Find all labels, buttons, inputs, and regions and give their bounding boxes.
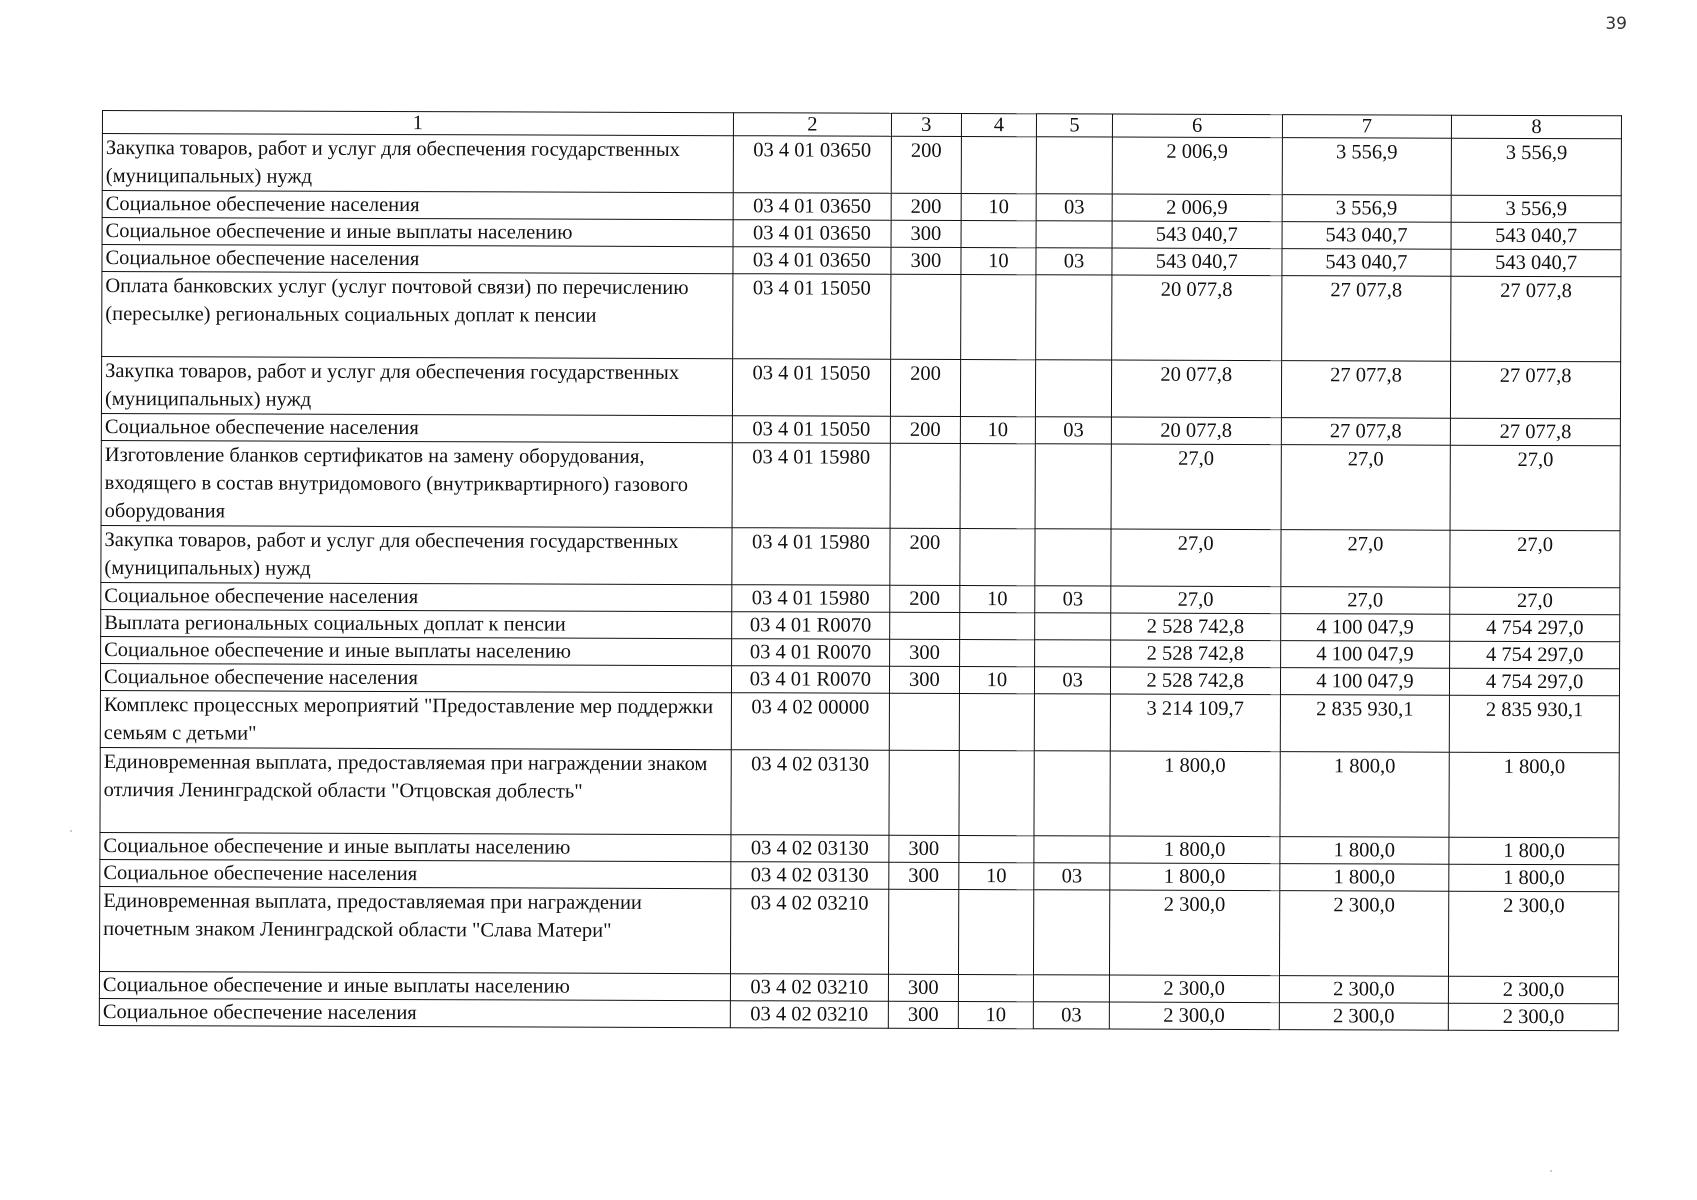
cell-name: Закупка товаров, работ и услуг для обеспечения государственных (муниципальных) нужд — [101, 525, 732, 584]
cell-col7: 4 100 047,9 — [1280, 668, 1450, 696]
cell-col3: 200 — [890, 585, 960, 612]
cell-col4 — [959, 528, 1035, 585]
cell-col6: 1 800,0 — [1110, 863, 1280, 891]
cell-code: 03 4 01 R0070 — [731, 639, 890, 667]
cell-col5 — [1036, 137, 1112, 194]
cell-col6: 2 528 742,8 — [1110, 667, 1280, 695]
cell-name: Социальное обеспечение населения — [101, 582, 732, 611]
cell-col6: 20 077,8 — [1111, 417, 1281, 445]
cell-col5: 03 — [1034, 1002, 1110, 1029]
cell-col4: 10 — [961, 247, 1037, 274]
cell-code: 03 4 02 00000 — [731, 693, 890, 751]
cell-code: 03 4 02 03130 — [731, 750, 890, 836]
cell-col8: 2 300,0 — [1449, 1003, 1619, 1031]
cell-col3 — [889, 693, 959, 750]
cell-col6: 20 077,8 — [1112, 275, 1282, 361]
cell-col7: 2 300,0 — [1279, 976, 1449, 1004]
table-row — [101, 525, 1620, 587]
cell-col7: 2 300,0 — [1279, 891, 1449, 977]
cell-name: Социальное обеспечение населения — [102, 245, 733, 274]
cell-col3: 200 — [891, 136, 961, 193]
cell-name: Социальное обеспечение населения — [102, 191, 733, 220]
cell-col4 — [961, 136, 1037, 193]
cell-code: 03 4 01 03650 — [733, 220, 892, 248]
cell-col6: 543 040,7 — [1112, 248, 1282, 276]
cell-col8: 3 556,9 — [1451, 138, 1621, 196]
scan-speck — [1550, 1170, 1552, 1172]
page-number: 39 — [1605, 14, 1627, 34]
table-row — [100, 747, 1619, 837]
cell-code: 03 4 01 15980 — [732, 443, 891, 529]
cell-col4 — [960, 359, 1036, 416]
cell-col8: 1 800,0 — [1449, 864, 1619, 892]
cell-name: Закупка товаров, работ и услуг для обеспечения государственных (муниципальных) нужд — [101, 357, 732, 416]
cell-col3: 300 — [891, 247, 961, 274]
cell-col4: 10 — [961, 193, 1037, 220]
cell-col6: 20 077,8 — [1111, 360, 1281, 418]
cell-col8: 27,0 — [1450, 445, 1620, 531]
cell-col4 — [959, 612, 1035, 639]
cell-code: 03 4 01 15050 — [732, 359, 891, 417]
cell-col7: 27 077,8 — [1281, 361, 1451, 419]
cell-col8: 4 754 297,0 — [1450, 641, 1620, 669]
cell-col8: 27,0 — [1450, 587, 1620, 615]
cell-col3: 300 — [888, 1001, 958, 1028]
budget-table-container — [99, 110, 1622, 1031]
cell-code: 03 4 01 03650 — [733, 193, 892, 221]
cell-code: 03 4 02 03210 — [730, 1001, 889, 1029]
cell-col3 — [890, 612, 960, 639]
table-row — [99, 886, 1618, 976]
cell-code: 03 4 01 15050 — [732, 416, 891, 444]
cell-name: Выплата региональных социальных доплат к пенсии — [101, 609, 732, 638]
cell-col4: 10 — [958, 1001, 1034, 1028]
cell-col7: 2 835 930,1 — [1280, 695, 1450, 753]
cell-col5 — [1034, 836, 1110, 863]
cell-col7: 27 077,8 — [1281, 276, 1451, 362]
cell-name: Социальное обеспечение и иные выплаты населению — [100, 832, 731, 861]
cell-col5 — [1036, 221, 1112, 248]
header-col-6: 6 — [1112, 114, 1282, 138]
cell-col8: 27 077,8 — [1451, 361, 1621, 419]
cell-col3: 300 — [889, 862, 959, 889]
cell-col7: 4 100 047,9 — [1280, 641, 1450, 669]
cell-col3: 300 — [889, 974, 959, 1001]
cell-code: 03 4 02 03130 — [731, 835, 890, 863]
cell-name: Оплата банковских услуг (услуг почтовой связи) по перечислению (пересылке) региональных социальных доплат к пенсии — [102, 272, 733, 359]
table-row — [102, 134, 1621, 196]
cell-col4 — [959, 639, 1035, 666]
cell-col7: 3 556,9 — [1282, 195, 1452, 223]
cell-col5 — [1035, 640, 1111, 667]
cell-name: Изготовление бланков сертификатов на замену оборудования, входящего в состав внутридомового (внутриквартирного) газового оборудования — [101, 440, 732, 527]
cell-col5 — [1035, 444, 1111, 529]
cell-col8: 3 556,9 — [1451, 195, 1621, 223]
cell-col5: 03 — [1036, 248, 1112, 275]
cell-code: 03 4 01 15980 — [732, 528, 891, 586]
cell-col5: 03 — [1036, 417, 1112, 444]
cell-col3 — [891, 274, 961, 359]
header-col-2: 2 — [733, 113, 892, 137]
cell-col7: 27,0 — [1280, 587, 1450, 615]
cell-col5: 03 — [1034, 863, 1110, 890]
cell-col5 — [1034, 975, 1110, 1002]
cell-col5 — [1035, 613, 1111, 640]
header-col-3: 3 — [892, 113, 962, 136]
cell-name: Социальное обеспечение и иные выплаты населению — [101, 636, 732, 665]
header-col-7: 7 — [1282, 115, 1452, 139]
cell-col6: 27,0 — [1111, 444, 1281, 530]
cell-col8: 27 077,8 — [1451, 418, 1621, 446]
cell-col6: 2 006,9 — [1112, 194, 1282, 222]
cell-col3 — [889, 889, 959, 974]
cell-col6: 2 300,0 — [1109, 890, 1279, 976]
cell-col3 — [890, 443, 960, 528]
cell-col5 — [1036, 360, 1112, 417]
cell-col4 — [959, 750, 1035, 835]
cell-col3: 300 — [889, 835, 959, 862]
cell-col6: 3 214 109,7 — [1110, 694, 1280, 752]
cell-col8: 27 077,8 — [1451, 276, 1621, 362]
cell-col6: 1 800,0 — [1110, 751, 1280, 837]
cell-col3: 200 — [891, 359, 961, 416]
cell-col6: 543 040,7 — [1112, 221, 1282, 249]
header-col-1: 1 — [102, 111, 733, 136]
cell-name: Единовременная выплата, предоставляемая при награждении знаком отличия Ленинградской области "Отцовская доблесть" — [100, 747, 731, 834]
cell-col7: 543 040,7 — [1282, 249, 1452, 277]
scan-speck — [70, 830, 72, 832]
table-row — [101, 440, 1620, 530]
cell-col7: 27,0 — [1280, 530, 1450, 588]
table-row — [100, 690, 1619, 752]
cell-code: 03 4 02 03210 — [730, 974, 889, 1002]
header-col-4: 4 — [961, 113, 1037, 136]
cell-col4 — [958, 889, 1034, 974]
cell-col8: 543 040,7 — [1451, 222, 1621, 250]
cell-col4 — [960, 274, 1036, 359]
cell-col4 — [959, 835, 1035, 862]
cell-col8: 27,0 — [1450, 530, 1620, 588]
cell-col3: 200 — [890, 416, 960, 443]
table-row — [99, 998, 1618, 1030]
cell-name: Комплекс процессных мероприятий "Предоставление мер поддержки семьям с детьми" — [100, 690, 731, 749]
cell-col8: 4 754 297,0 — [1450, 614, 1620, 642]
cell-col4: 10 — [959, 585, 1035, 612]
cell-col3 — [889, 750, 959, 835]
cell-col7: 27 077,8 — [1281, 418, 1451, 446]
cell-col5: 03 — [1035, 667, 1111, 694]
cell-col6: 2 528 742,8 — [1110, 640, 1280, 668]
cell-col6: 27,0 — [1111, 529, 1281, 587]
cell-col7: 1 800,0 — [1280, 752, 1450, 838]
cell-col3: 200 — [890, 528, 960, 585]
cell-col5 — [1036, 275, 1112, 360]
cell-col6: 2 528 742,8 — [1111, 613, 1281, 641]
cell-col3: 300 — [890, 639, 960, 666]
cell-code: 03 4 01 15050 — [732, 274, 891, 360]
header-col-8: 8 — [1452, 115, 1622, 139]
cell-col4: 10 — [959, 666, 1035, 693]
cell-col8: 543 040,7 — [1451, 249, 1621, 277]
cell-col7: 4 100 047,9 — [1280, 614, 1450, 642]
cell-col5 — [1034, 890, 1110, 975]
cell-name: Социальное обеспечение населения — [99, 998, 730, 1027]
cell-col8: 4 754 297,0 — [1450, 668, 1620, 696]
cell-col7: 543 040,7 — [1282, 222, 1452, 250]
cell-col5 — [1035, 529, 1111, 586]
cell-col6: 2 300,0 — [1109, 1002, 1279, 1030]
cell-col3: 300 — [891, 220, 961, 247]
table-row — [102, 272, 1621, 362]
cell-col5 — [1035, 694, 1111, 751]
cell-col5 — [1034, 751, 1110, 836]
cell-name: Социальное обеспечение населения — [101, 413, 732, 442]
cell-col4: 10 — [958, 862, 1034, 889]
cell-code: 03 4 02 03130 — [730, 862, 889, 890]
cell-name: Закупка товаров, работ и услуг для обеспечения государственных (муниципальных) нужд — [102, 134, 733, 193]
cell-col5: 03 — [1036, 194, 1112, 221]
cell-col7: 27,0 — [1281, 445, 1451, 531]
cell-col7: 2 300,0 — [1279, 1003, 1449, 1031]
cell-col6: 2 006,9 — [1112, 137, 1282, 195]
cell-col6: 27,0 — [1111, 586, 1281, 614]
cell-col8: 2 300,0 — [1449, 891, 1619, 977]
cell-name: Единовременная выплата, предоставляемая при награждении почетным знаком Ленинградской области "Слава Матери" — [99, 886, 730, 973]
cell-col4: 10 — [960, 416, 1036, 443]
cell-col4 — [959, 693, 1035, 750]
cell-name: Социальное обеспечение и иные выплаты населению — [102, 218, 733, 247]
cell-col6: 2 300,0 — [1109, 975, 1279, 1003]
cell-code: 03 4 01 03650 — [733, 136, 892, 194]
cell-col4 — [960, 443, 1036, 528]
cell-col8: 1 800,0 — [1449, 752, 1619, 838]
cell-col4 — [958, 974, 1034, 1001]
cell-col3: 300 — [890, 666, 960, 693]
cell-col8: 1 800,0 — [1449, 837, 1619, 865]
cell-name: Социальное обеспечение и иные выплаты населению — [99, 971, 730, 1000]
budget-table — [99, 110, 1622, 1031]
table-row — [101, 357, 1620, 419]
cell-code: 03 4 01 R0070 — [731, 612, 890, 640]
cell-code: 03 4 02 03210 — [730, 889, 889, 975]
cell-col4 — [961, 220, 1037, 247]
cell-code: 03 4 01 03650 — [733, 247, 892, 275]
cell-col5: 03 — [1035, 586, 1111, 613]
cell-col6: 1 800,0 — [1110, 836, 1280, 864]
cell-col7: 1 800,0 — [1279, 864, 1449, 892]
header-col-5: 5 — [1037, 114, 1113, 137]
cell-col8: 2 835 930,1 — [1450, 695, 1620, 753]
cell-name: Социальное обеспечение населения — [100, 663, 731, 692]
cell-col7: 3 556,9 — [1282, 138, 1452, 196]
table-body — [99, 134, 1621, 1031]
cell-col3: 200 — [891, 193, 961, 220]
cell-col7: 1 800,0 — [1279, 837, 1449, 865]
cell-col8: 2 300,0 — [1449, 976, 1619, 1004]
cell-code: 03 4 01 R0070 — [731, 666, 890, 694]
cell-code: 03 4 01 15980 — [731, 585, 890, 613]
cell-name: Социальное обеспечение населения — [100, 859, 731, 888]
